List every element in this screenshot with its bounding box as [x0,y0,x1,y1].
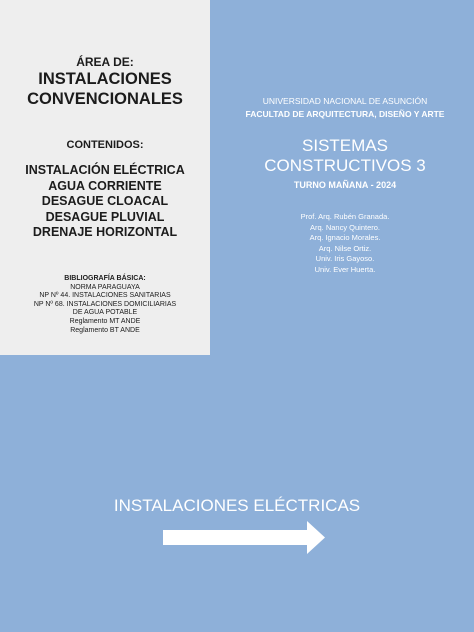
staff-list [230,212,460,275]
staff-member: Univ. Ever Huerta. [314,264,376,274]
course-title-line: SISTEMAS [302,136,388,155]
area-title-line: CONVENCIONALES [27,90,183,108]
bibliography-title: BIBLIOGRAFÍA BÁSICA: [64,275,146,282]
contents-item: DRENAJE HORIZONTAL [32,225,178,239]
shift-label: TURNO MAÑANA - 2024 [293,180,397,190]
contents-item: INSTALACIÓN ELÉCTRICA [25,163,185,177]
course-title [230,136,460,176]
course-title-line: CONSTRUCTIVOS 3 [264,156,426,175]
contents-item: DESAGUE PLUVIAL [45,209,165,224]
staff-member: Arq. Nancy Quintero. [309,222,381,232]
area-title [0,69,210,109]
contents-item: DESAGUE CLOACAL [41,194,169,208]
staff-member: Univ. Iris Gayoso. [315,254,375,263]
arrow-right-icon [163,521,325,554]
bibliography-item: NP Nº 44. INSTALACIONES SANITARIAS [39,292,171,300]
bibliography-item: Reglamento MT ANDE [69,317,141,325]
area-title-line: INSTALACIONES [38,70,172,88]
bibliography-item: Reglamento BT ANDE [70,326,140,334]
university-name: UNIVERSIDAD NACIONAL DE ASUNCIÓN [262,96,428,106]
area-label: ÁREA DE: [76,55,134,69]
staff-member: Arq. Ignacio Morales. [309,233,381,242]
contents-item: AGUA CORRIENTE [48,178,162,193]
bibliography-item: NP Nº 68. INSTALACIONES DOMICILIARIAS [33,300,177,308]
bibliography-item: DE AGUA POTABLE [72,309,138,317]
bibliography [0,275,210,335]
left-info-panel [0,0,210,355]
contents-list [0,163,210,241]
contents-label: CONTENIDOS: [66,139,144,151]
staff-member: Prof. Arq. Rubén Granada. [300,212,390,221]
faculty-name: FACULTAD DE ARQUITECTURA, DISEÑO Y ARTE [245,109,445,119]
topic-title: INSTALACIONES ELÉCTRICAS [113,496,361,515]
staff-member: Arq. Nilse Ortiz. [318,243,372,253]
bibliography-item: NORMA PARAGUAYA [70,283,140,291]
